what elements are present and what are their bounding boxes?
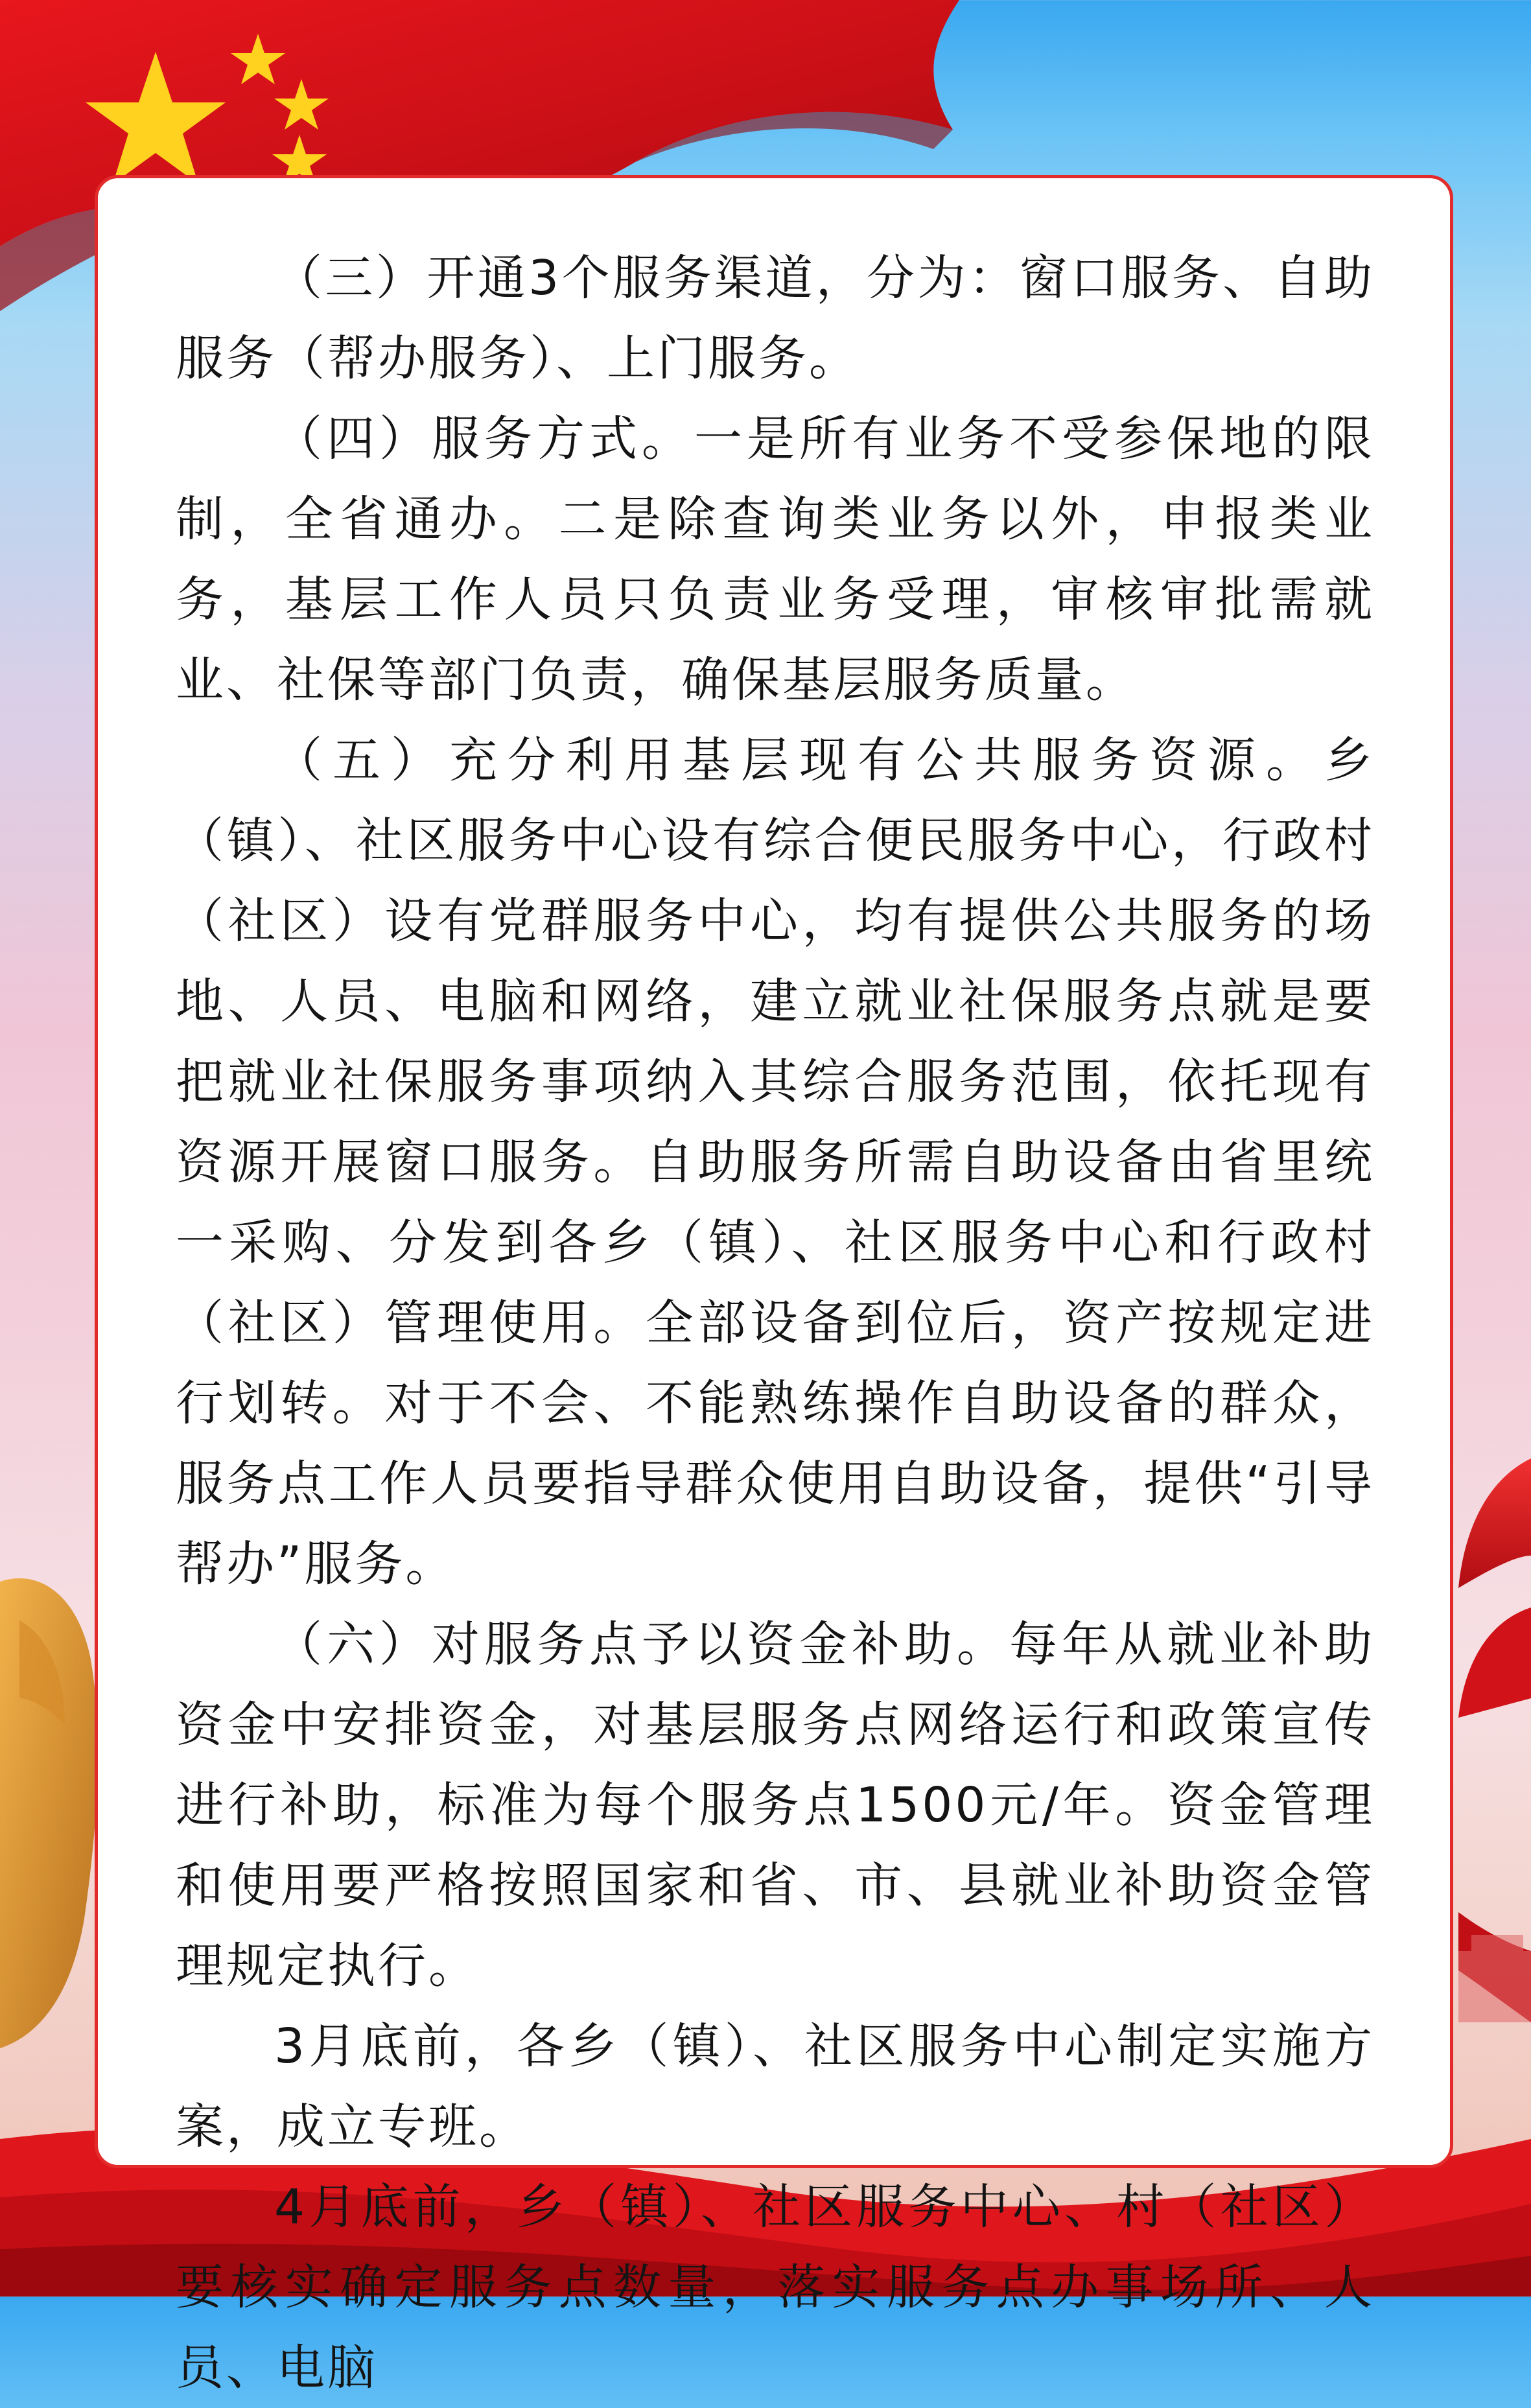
- content-panel: [95, 175, 1453, 2396]
- lion-statue-graphic: [0, 1578, 98, 2048]
- paragraph: （六）对服务点予以资金补助。每年从就业补助资金中安排资金，对基层服务点网络运行和政策宣传进行补助，标准为每个服务点1500元/年。资金管理和使用要严格按照国家和省、市、县就业补助资金管理规定执行。: [176, 1617, 1375, 1994]
- paragraph: （五）充分利用基层现有公共服务资源。乡（镇）、社区服务中心设有综合便民服务中心，行政村（社区）设有党群服务中心，均有提供公共服务的场地、人员、电脑和网络，建立就业社保服务点就是要把就业社保服务事项纳入其综合服务范围，依托现有资源开展窗口服务。自助服务所需自助设备由省里统一采购、分发到各乡（镇）、社区服务中心和行政村（社区）管理使用。全部设备到位后，资产按规定进行划转。对于不会、不能熟练操作自助设备的群众，服务点工作人员要指导群众使用自助设备，提供“引导帮办”服务。: [176, 732, 1375, 1592]
- document-body: [176, 238, 1375, 2408]
- paragraph: 3月底前，各乡（镇）、社区服务中心制定实施方案，成立专班。: [176, 2018, 1375, 2155]
- paragraph: （四）服务方式。一是所有业务不受参保地的限制，全省通办。二是除查询类业务以外，申报类业务，基层工作人员只负责业务受理，审核审批需就业、社保等部门负责，确保基层服务质量。: [176, 411, 1375, 708]
- paragraph: （三）开通3个服务渠道，分为：窗口服务、自助服务（帮办服务）、上门服务。: [176, 250, 1375, 386]
- paragraph: 4月底前，乡（镇）、社区服务中心、村（社区）要核实确定服务点数量，落实服务点办事场所、人员、电脑: [176, 2179, 1375, 2396]
